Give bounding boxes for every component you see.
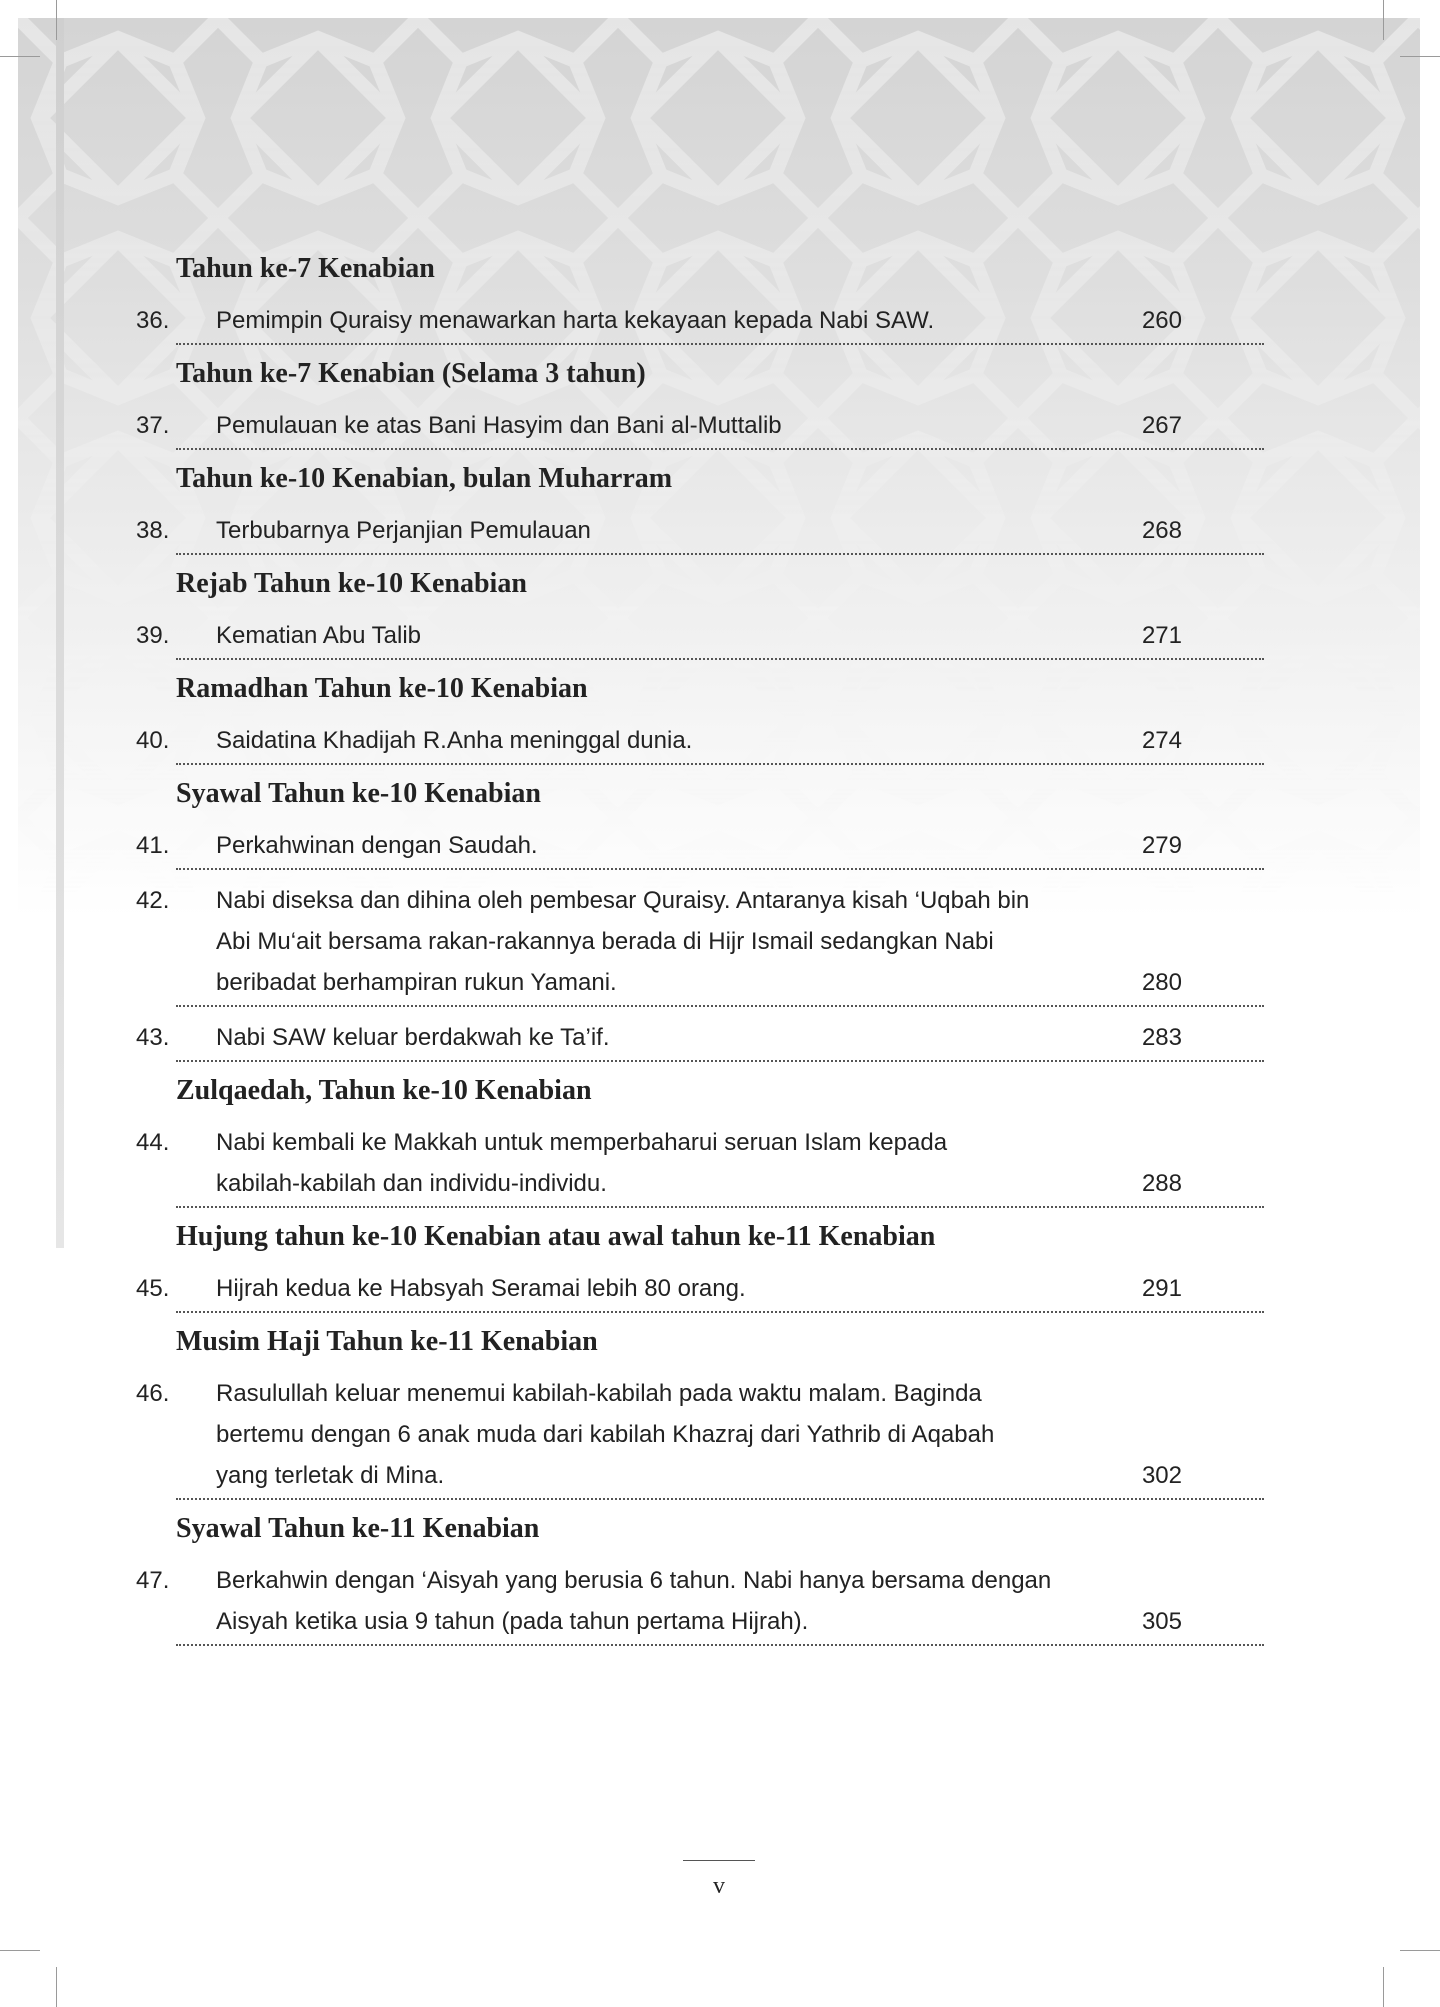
section-heading: Tahun ke-7 Kenabian bbox=[176, 253, 435, 284]
section-heading: Tahun ke-7 Kenabian (Selama 3 tahun) bbox=[176, 358, 646, 389]
entry-title-continued: bertemu dengan 6 anak muda dari kabilah Khazraj dari Yathrib di Aqabah bbox=[216, 1421, 995, 1448]
section-heading: Hujung tahun ke-10 Kenabian atau awal tahun ke-11 Kenabian bbox=[176, 1221, 936, 1252]
entry-first-line bbox=[136, 1373, 1114, 1414]
crop-mark bbox=[0, 56, 40, 57]
entry-first-line bbox=[136, 615, 1114, 656]
crop-mark bbox=[1383, 0, 1384, 40]
entry-first-line bbox=[136, 1017, 1114, 1058]
entry-number: 42. bbox=[136, 887, 170, 914]
entry-number: 36. bbox=[136, 307, 170, 334]
entry-page-number: 260 bbox=[1141, 307, 1182, 334]
entry-first-line bbox=[136, 1268, 1114, 1309]
entry-title: Saidatina Khadijah R.Anha meninggal dunia. bbox=[216, 727, 693, 754]
entry-title: Pemimpin Quraisy menawarkan harta kekayaan kepada Nabi SAW. bbox=[216, 307, 935, 334]
entry-page-number: 288 bbox=[1141, 1170, 1182, 1197]
crop-mark bbox=[0, 1950, 40, 1951]
entry-number: 39. bbox=[136, 622, 170, 649]
crop-mark bbox=[1400, 56, 1440, 57]
entry-number: 46. bbox=[136, 1380, 170, 1407]
toc-entry[interactable] bbox=[136, 510, 1264, 555]
entry-page-number: 283 bbox=[1141, 1024, 1182, 1051]
crop-mark bbox=[1400, 1950, 1440, 1951]
entry-title: Rasulullah keluar menemui kabilah-kabilah pada waktu malam. Baginda bbox=[216, 1380, 982, 1407]
entry-title: Kematian Abu Talib bbox=[216, 622, 422, 649]
toc-entry[interactable] bbox=[136, 1268, 1264, 1313]
folio-rule bbox=[683, 1860, 755, 1861]
toc-entry[interactable] bbox=[136, 1122, 1264, 1208]
crop-mark bbox=[56, 0, 57, 40]
section-heading: Syawal Tahun ke-11 Kenabian bbox=[176, 1513, 540, 1544]
entry-number: 41. bbox=[136, 832, 170, 859]
entry-title: Nabi kembali ke Makkah untuk memperbaharui seruan Islam kepada bbox=[216, 1129, 948, 1156]
entry-title: Nabi SAW keluar berdakwah ke Ta’if. bbox=[216, 1024, 610, 1051]
entry-title: Nabi diseksa dan dihina oleh pembesar Quraisy. Antaranya kisah ‘Uqbah bin bbox=[216, 887, 1030, 914]
entry-first-line bbox=[136, 1560, 1114, 1601]
entry-number: 45. bbox=[136, 1275, 170, 1302]
section-heading: Musim Haji Tahun ke-11 Kenabian bbox=[176, 1326, 598, 1357]
table-of-contents bbox=[136, 250, 1264, 1656]
entry-page-number: 305 bbox=[1141, 1608, 1182, 1635]
crop-mark bbox=[1383, 1967, 1384, 2007]
entry-number: 37. bbox=[136, 412, 170, 439]
entry-first-line bbox=[136, 825, 1114, 866]
entry-number: 40. bbox=[136, 727, 170, 754]
entry-first-line bbox=[136, 880, 1114, 921]
entry-page-number: 274 bbox=[1141, 727, 1182, 754]
entry-title: Terbubarnya Perjanjian Pemulauan bbox=[216, 517, 591, 544]
section-heading: Tahun ke-10 Kenabian, bulan Muharram bbox=[176, 463, 673, 494]
toc-entry[interactable] bbox=[136, 1560, 1264, 1646]
entry-title-continued: yang terletak di Mina. bbox=[216, 1462, 445, 1489]
entry-title: Hijrah kedua ke Habsyah Seramai lebih 80 orang. bbox=[216, 1275, 746, 1302]
entry-number: 38. bbox=[136, 517, 170, 544]
entry-page-number: 268 bbox=[1141, 517, 1182, 544]
entry-first-line bbox=[136, 510, 1114, 551]
section-heading: Ramadhan Tahun ke-10 Kenabian bbox=[176, 673, 588, 704]
toc-entry[interactable] bbox=[136, 615, 1264, 660]
crop-mark bbox=[56, 1967, 57, 2007]
entry-title: Pemulauan ke atas Bani Hasyim dan Bani al-Muttalib bbox=[216, 412, 782, 439]
entry-number: 44. bbox=[136, 1129, 170, 1156]
entry-page-number: 302 bbox=[1141, 1462, 1182, 1489]
section-heading: Zulqaedah, Tahun ke-10 Kenabian bbox=[176, 1075, 592, 1106]
section-heading: Rejab Tahun ke-10 Kenabian bbox=[176, 568, 527, 599]
entry-first-line bbox=[136, 405, 1114, 446]
entry-number: 43. bbox=[136, 1024, 170, 1051]
page-number: v bbox=[713, 1873, 725, 1899]
entry-page-number: 271 bbox=[1141, 622, 1182, 649]
entry-first-line bbox=[136, 720, 1114, 761]
toc-entry[interactable] bbox=[136, 1373, 1264, 1500]
toc-entry[interactable] bbox=[136, 880, 1264, 1007]
entry-page-number: 267 bbox=[1141, 412, 1182, 439]
entry-page-number: 291 bbox=[1141, 1275, 1182, 1302]
page-edge-shadow bbox=[56, 18, 64, 1248]
toc-entry[interactable] bbox=[136, 405, 1264, 450]
entry-number: 47. bbox=[136, 1567, 170, 1594]
entry-title-continued: Aisyah ketika usia 9 tahun (pada tahun pertama Hijrah). bbox=[216, 1608, 809, 1635]
entry-title: Perkahwinan dengan Saudah. bbox=[216, 832, 538, 859]
entry-title-continued: Abi Mu‘ait bersama rakan-rakannya berada di Hijr Ismail sedangkan Nabi bbox=[216, 928, 994, 955]
entry-first-line bbox=[136, 1122, 1114, 1163]
entry-page-number: 279 bbox=[1141, 832, 1182, 859]
section-heading: Syawal Tahun ke-10 Kenabian bbox=[176, 778, 541, 809]
entry-page-number: 280 bbox=[1141, 969, 1182, 996]
toc-entry[interactable] bbox=[136, 1017, 1264, 1062]
toc-entry[interactable] bbox=[136, 300, 1264, 345]
entry-title-continued: kabilah-kabilah dan individu-individu. bbox=[216, 1170, 607, 1197]
entry-first-line bbox=[136, 300, 1114, 341]
entry-title-continued: beribadat berhampiran rukun Yamani. bbox=[216, 969, 617, 996]
toc-entry[interactable] bbox=[136, 825, 1264, 870]
entry-title: Berkahwin dengan ‘Aisyah yang berusia 6 tahun. Nabi hanya bersama dengan bbox=[216, 1567, 1052, 1594]
toc-entry[interactable] bbox=[136, 720, 1264, 765]
